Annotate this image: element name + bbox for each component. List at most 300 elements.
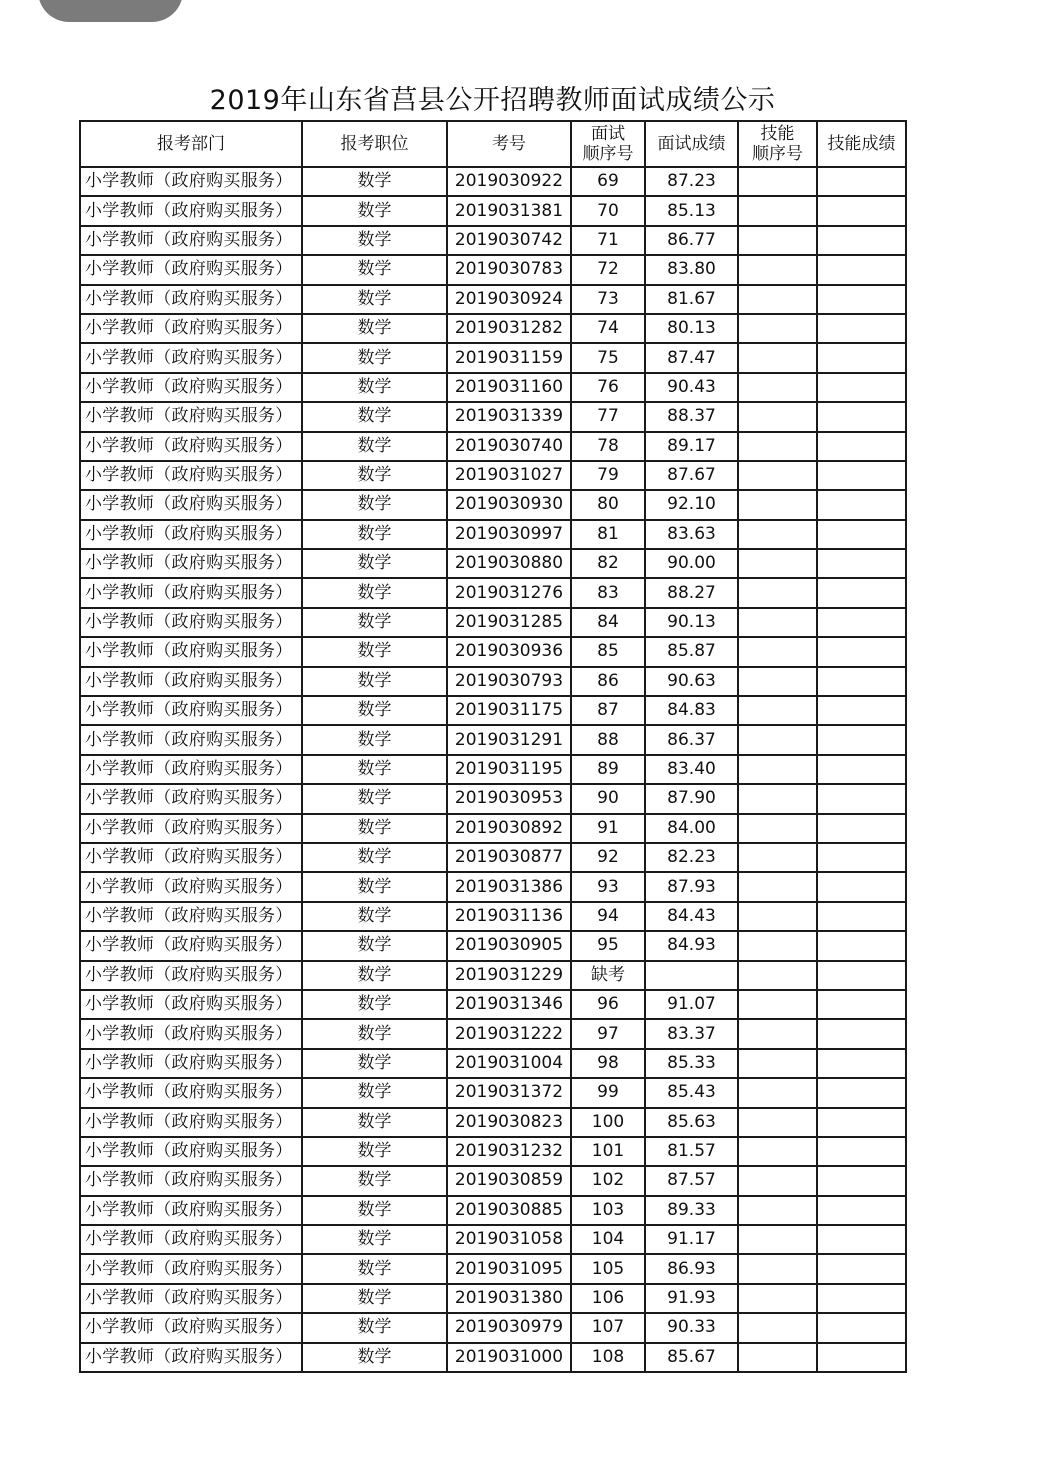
cell-position: 数学	[302, 1019, 447, 1048]
cell-exam-no: 2019030997	[447, 520, 571, 549]
cell-interview-score: 84.83	[645, 696, 738, 725]
cell-interview-order: 87	[571, 696, 645, 725]
cell-interview-order: 105	[571, 1254, 645, 1283]
table-row	[80, 843, 906, 872]
cell-exam-no: 2019031381	[447, 196, 571, 225]
cell-interview-order: 80	[571, 490, 645, 519]
header-exam-no: 考号	[447, 121, 571, 167]
cell-dept: 小学教师（政府购买服务）	[80, 1108, 302, 1137]
cell-position: 数学	[302, 432, 447, 461]
cell-skill-order	[738, 990, 817, 1019]
cell-skill-score	[817, 1343, 906, 1372]
cell-skill-score	[817, 1078, 906, 1107]
cell-dept: 小学教师（政府购买服务）	[80, 637, 302, 666]
cell-skill-order	[738, 432, 817, 461]
header-skill-order-line2: 顺序号	[752, 144, 803, 164]
cell-interview-order: 91	[571, 814, 645, 843]
table-row	[80, 696, 906, 725]
cell-exam-no: 2019030783	[447, 255, 571, 284]
table-row	[80, 1166, 906, 1195]
table-row	[80, 285, 906, 314]
cell-skill-score	[817, 343, 906, 372]
header-skill-score: 技能成绩	[817, 121, 906, 167]
header-interview-score: 面试成绩	[645, 121, 738, 167]
cell-interview-order: 84	[571, 608, 645, 637]
table-row	[80, 1313, 906, 1342]
cell-skill-order	[738, 1166, 817, 1195]
cell-exam-no: 2019030742	[447, 226, 571, 255]
table-row	[80, 520, 906, 549]
header-interview-order	[571, 121, 645, 167]
cell-position: 数学	[302, 226, 447, 255]
cell-exam-no: 2019030905	[447, 931, 571, 960]
cell-position: 数学	[302, 402, 447, 431]
cell-skill-order	[738, 1254, 817, 1283]
cell-position: 数学	[302, 1166, 447, 1195]
cell-interview-score: 88.27	[645, 578, 738, 607]
cell-skill-score	[817, 167, 906, 196]
cell-interview-order: 101	[571, 1137, 645, 1166]
cell-position: 数学	[302, 520, 447, 549]
cell-skill-order	[738, 549, 817, 578]
cell-dept: 小学教师（政府购买服务）	[80, 1137, 302, 1166]
cell-skill-order	[738, 1078, 817, 1107]
table-row	[80, 1196, 906, 1225]
cell-exam-no: 2019031222	[447, 1019, 571, 1048]
cell-skill-score	[817, 637, 906, 666]
cell-position: 数学	[302, 961, 447, 990]
cell-dept: 小学教师（政府购买服务）	[80, 520, 302, 549]
cell-skill-score	[817, 931, 906, 960]
cell-dept: 小学教师（政府购买服务）	[80, 490, 302, 519]
cell-interview-score: 90.13	[645, 608, 738, 637]
cell-skill-score	[817, 608, 906, 637]
cell-skill-score	[817, 226, 906, 255]
cell-dept: 小学教师（政府购买服务）	[80, 373, 302, 402]
cell-interview-score: 80.13	[645, 314, 738, 343]
cell-dept: 小学教师（政府购买服务）	[80, 461, 302, 490]
cell-position: 数学	[302, 314, 447, 343]
cell-exam-no: 2019031380	[447, 1284, 571, 1313]
cell-skill-order	[738, 520, 817, 549]
cell-interview-score: 90.43	[645, 373, 738, 402]
cell-exam-no: 2019031285	[447, 608, 571, 637]
cell-position: 数学	[302, 725, 447, 754]
cell-exam-no: 2019030885	[447, 1196, 571, 1225]
cell-dept: 小学教师（政府购买服务）	[80, 784, 302, 813]
cell-interview-score: 91.07	[645, 990, 738, 1019]
cell-position: 数学	[302, 196, 447, 225]
table-row	[80, 990, 906, 1019]
cell-skill-order	[738, 226, 817, 255]
table-row	[80, 490, 906, 519]
table-row	[80, 196, 906, 225]
cell-interview-order: 94	[571, 902, 645, 931]
cell-skill-order	[738, 725, 817, 754]
cell-dept: 小学教师（政府购买服务）	[80, 1049, 302, 1078]
cell-exam-no: 2019030922	[447, 167, 571, 196]
cell-skill-score	[817, 549, 906, 578]
cell-interview-score: 85.63	[645, 1108, 738, 1137]
cell-skill-score	[817, 784, 906, 813]
cell-skill-score	[817, 961, 906, 990]
cell-interview-score: 83.37	[645, 1019, 738, 1048]
cell-skill-order	[738, 1049, 817, 1078]
cell-position: 数学	[302, 1078, 447, 1107]
cell-position: 数学	[302, 814, 447, 843]
header-skill-order-line1: 技能	[760, 124, 795, 144]
cell-interview-order: 77	[571, 402, 645, 431]
cell-exam-no: 2019030930	[447, 490, 571, 519]
cell-exam-no: 2019030953	[447, 784, 571, 813]
cell-skill-order	[738, 1137, 817, 1166]
cell-interview-order: 104	[571, 1225, 645, 1254]
cell-position: 数学	[302, 285, 447, 314]
cell-exam-no: 2019030793	[447, 667, 571, 696]
cell-dept: 小学教师（政府购买服务）	[80, 402, 302, 431]
cell-exam-no: 2019031339	[447, 402, 571, 431]
cell-interview-score: 83.80	[645, 255, 738, 284]
cell-skill-score	[817, 373, 906, 402]
cell-dept: 小学教师（政府购买服务）	[80, 755, 302, 784]
page-title: 2019年山东省莒县公开招聘教师面试成绩公示	[209, 85, 776, 116]
cell-interview-score: 89.33	[645, 1196, 738, 1225]
cell-skill-order	[738, 167, 817, 196]
cell-skill-score	[817, 520, 906, 549]
cell-dept: 小学教师（政府购买服务）	[80, 667, 302, 696]
cell-dept: 小学教师（政府购买服务）	[80, 285, 302, 314]
cell-skill-score	[817, 578, 906, 607]
cell-dept: 小学教师（政府购买服务）	[80, 872, 302, 901]
cell-skill-order	[738, 490, 817, 519]
cell-skill-score	[817, 1108, 906, 1137]
cell-interview-score: 84.93	[645, 931, 738, 960]
cell-position: 数学	[302, 1313, 447, 1342]
cell-skill-order	[738, 608, 817, 637]
cell-interview-score: 91.17	[645, 1225, 738, 1254]
cell-position: 数学	[302, 755, 447, 784]
cell-dept: 小学教师（政府购买服务）	[80, 696, 302, 725]
cell-skill-score	[817, 461, 906, 490]
cell-skill-score	[817, 402, 906, 431]
cell-skill-score	[817, 725, 906, 754]
cell-interview-order: 106	[571, 1284, 645, 1313]
table-row	[80, 961, 906, 990]
cell-interview-score: 92.10	[645, 490, 738, 519]
cell-interview-score: 87.23	[645, 167, 738, 196]
cell-position: 数学	[302, 872, 447, 901]
cell-exam-no: 2019030924	[447, 285, 571, 314]
table-row	[80, 1284, 906, 1313]
cell-interview-order: 107	[571, 1313, 645, 1342]
cell-dept: 小学教师（政府购买服务）	[80, 1343, 302, 1372]
cell-skill-order	[738, 285, 817, 314]
cell-interview-order: 88	[571, 725, 645, 754]
cell-interview-order: 100	[571, 1108, 645, 1137]
cell-skill-score	[817, 1049, 906, 1078]
cell-exam-no: 2019030979	[447, 1313, 571, 1342]
cell-position: 数学	[302, 784, 447, 813]
table-row	[80, 461, 906, 490]
cell-dept: 小学教师（政府购买服务）	[80, 902, 302, 931]
table-row	[80, 608, 906, 637]
cell-skill-score	[817, 1137, 906, 1166]
cell-skill-order	[738, 931, 817, 960]
cell-position: 数学	[302, 990, 447, 1019]
cell-interview-score: 87.47	[645, 343, 738, 372]
table-row	[80, 255, 906, 284]
cell-interview-order: 74	[571, 314, 645, 343]
cell-skill-score	[817, 872, 906, 901]
cell-interview-order: 76	[571, 373, 645, 402]
cell-interview-order: 69	[571, 167, 645, 196]
cell-interview-score: 89.17	[645, 432, 738, 461]
cell-skill-order	[738, 814, 817, 843]
cell-interview-order: 97	[571, 1019, 645, 1048]
cell-interview-order: 72	[571, 255, 645, 284]
cell-interview-score: 87.93	[645, 872, 738, 901]
header-interview-order-line2: 顺序号	[582, 144, 634, 164]
cell-interview-score: 84.43	[645, 902, 738, 931]
cell-skill-order	[738, 1019, 817, 1048]
table-row	[80, 549, 906, 578]
cell-interview-score: 85.33	[645, 1049, 738, 1078]
cell-exam-no: 2019030859	[447, 1166, 571, 1195]
cell-interview-order: 82	[571, 549, 645, 578]
cell-dept: 小学教师（政府购买服务）	[80, 167, 302, 196]
header-interview-order-line1: 面试	[591, 124, 625, 144]
cell-skill-order	[738, 637, 817, 666]
cell-interview-score: 87.57	[645, 1166, 738, 1195]
cell-exam-no: 2019031136	[447, 902, 571, 931]
cell-exam-no: 2019031160	[447, 373, 571, 402]
table-row	[80, 1108, 906, 1137]
cell-interview-score: 85.87	[645, 637, 738, 666]
table-row	[80, 1343, 906, 1372]
cell-skill-score	[817, 1166, 906, 1195]
cell-interview-order: 73	[571, 285, 645, 314]
cell-skill-order	[738, 843, 817, 872]
cell-interview-order: 108	[571, 1343, 645, 1372]
table-row	[80, 578, 906, 607]
cell-interview-score: 81.57	[645, 1137, 738, 1166]
table-row	[80, 755, 906, 784]
cell-skill-order	[738, 1284, 817, 1313]
table-header-row	[80, 121, 906, 167]
cell-interview-order: 85	[571, 637, 645, 666]
cell-dept: 小学教师（政府购买服务）	[80, 343, 302, 372]
table-row	[80, 902, 906, 931]
cell-exam-no: 2019030823	[447, 1108, 571, 1137]
cell-dept: 小学教师（政府购买服务）	[80, 432, 302, 461]
cell-interview-score: 90.00	[645, 549, 738, 578]
cell-interview-score: 84.00	[645, 814, 738, 843]
cell-exam-no: 2019031004	[447, 1049, 571, 1078]
table-row	[80, 1225, 906, 1254]
table-row	[80, 931, 906, 960]
cell-dept: 小学教师（政府购买服务）	[80, 1284, 302, 1313]
cell-interview-order: 70	[571, 196, 645, 225]
cell-dept: 小学教师（政府购买服务）	[80, 1254, 302, 1283]
table-row	[80, 814, 906, 843]
cell-interview-order: 98	[571, 1049, 645, 1078]
cell-interview-order: 75	[571, 343, 645, 372]
cell-skill-score	[817, 314, 906, 343]
cell-skill-order	[738, 461, 817, 490]
cell-interview-order: 103	[571, 1196, 645, 1225]
cell-exam-no: 2019031232	[447, 1137, 571, 1166]
cell-exam-no: 2019031276	[447, 578, 571, 607]
cell-dept: 小学教师（政府购买服务）	[80, 549, 302, 578]
table-row	[80, 1019, 906, 1048]
cell-dept: 小学教师（政府购买服务）	[80, 725, 302, 754]
cell-position: 数学	[302, 578, 447, 607]
cell-exam-no: 2019031386	[447, 872, 571, 901]
cell-exam-no: 2019031095	[447, 1254, 571, 1283]
cell-position: 数学	[302, 343, 447, 372]
cell-dept: 小学教师（政府购买服务）	[80, 314, 302, 343]
table-row	[80, 314, 906, 343]
cell-skill-order	[738, 872, 817, 901]
cell-interview-score: 90.63	[645, 667, 738, 696]
cell-skill-order	[738, 667, 817, 696]
cell-exam-no: 2019030892	[447, 814, 571, 843]
cell-exam-no: 2019031229	[447, 961, 571, 990]
cell-dept: 小学教师（政府购买服务）	[80, 226, 302, 255]
cell-interview-score: 81.67	[645, 285, 738, 314]
header-position: 报考职位	[302, 121, 447, 167]
cell-skill-score	[817, 902, 906, 931]
cell-skill-score	[817, 1313, 906, 1342]
cell-dept: 小学教师（政府购买服务）	[80, 608, 302, 637]
cell-interview-order: 99	[571, 1078, 645, 1107]
cell-interview-score: 90.33	[645, 1313, 738, 1342]
cell-skill-order	[738, 961, 817, 990]
cell-exam-no: 2019030880	[447, 549, 571, 578]
cell-skill-score	[817, 432, 906, 461]
cell-exam-no: 2019031372	[447, 1078, 571, 1107]
cell-interview-order: 79	[571, 461, 645, 490]
cell-exam-no: 2019030740	[447, 432, 571, 461]
cell-skill-score	[817, 843, 906, 872]
cell-dept: 小学教师（政府购买服务）	[80, 1225, 302, 1254]
cell-exam-no: 2019030877	[447, 843, 571, 872]
table-row	[80, 725, 906, 754]
cell-position: 数学	[302, 843, 447, 872]
cell-position: 数学	[302, 1137, 447, 1166]
table-row	[80, 1137, 906, 1166]
cell-position: 数学	[302, 931, 447, 960]
table-body	[80, 167, 906, 1372]
cell-dept: 小学教师（政府购买服务）	[80, 990, 302, 1019]
cell-skill-score	[817, 255, 906, 284]
cell-dept: 小学教师（政府购买服务）	[80, 255, 302, 284]
table-row	[80, 872, 906, 901]
cell-skill-order	[738, 784, 817, 813]
cell-interview-score: 85.67	[645, 1343, 738, 1372]
cell-exam-no: 2019031000	[447, 1343, 571, 1372]
cell-skill-order	[738, 1108, 817, 1137]
cell-interview-score: 86.77	[645, 226, 738, 255]
cell-position: 数学	[302, 902, 447, 931]
cell-skill-order	[738, 1343, 817, 1372]
cell-skill-score	[817, 1196, 906, 1225]
cell-interview-score	[645, 961, 738, 990]
cell-interview-score: 87.90	[645, 784, 738, 813]
cell-exam-no: 2019031282	[447, 314, 571, 343]
cell-interview-order: 89	[571, 755, 645, 784]
table-row	[80, 432, 906, 461]
cell-exam-no: 2019031195	[447, 755, 571, 784]
cell-position: 数学	[302, 1225, 447, 1254]
cell-dept: 小学教师（政府购买服务）	[80, 1196, 302, 1225]
cell-exam-no: 2019030936	[447, 637, 571, 666]
cell-interview-score: 85.13	[645, 196, 738, 225]
table-row	[80, 373, 906, 402]
cell-interview-order: 86	[571, 667, 645, 696]
cell-skill-order	[738, 578, 817, 607]
cell-position: 数学	[302, 1343, 447, 1372]
cell-position: 数学	[302, 1196, 447, 1225]
cell-skill-order	[738, 402, 817, 431]
cell-interview-order: 102	[571, 1166, 645, 1195]
cell-position: 数学	[302, 667, 447, 696]
cell-exam-no: 2019031058	[447, 1225, 571, 1254]
cell-interview-score: 85.43	[645, 1078, 738, 1107]
cell-skill-score	[817, 490, 906, 519]
cell-skill-order	[738, 196, 817, 225]
cell-position: 数学	[302, 608, 447, 637]
cell-interview-score: 91.93	[645, 1284, 738, 1313]
table-row	[80, 226, 906, 255]
cell-position: 数学	[302, 549, 447, 578]
table-row	[80, 784, 906, 813]
cell-position: 数学	[302, 1108, 447, 1137]
table-row	[80, 167, 906, 196]
cell-position: 数学	[302, 373, 447, 402]
cell-position: 数学	[302, 490, 447, 519]
table-row	[80, 637, 906, 666]
cell-interview-order: 71	[571, 226, 645, 255]
cell-interview-order: 93	[571, 872, 645, 901]
cell-skill-order	[738, 314, 817, 343]
cell-skill-score	[817, 755, 906, 784]
cell-skill-score	[817, 1019, 906, 1048]
cell-skill-score	[817, 1254, 906, 1283]
header-skill-order	[738, 121, 817, 167]
cell-skill-order	[738, 755, 817, 784]
cell-position: 数学	[302, 1254, 447, 1283]
cell-dept: 小学教师（政府购买服务）	[80, 814, 302, 843]
cell-position: 数学	[302, 255, 447, 284]
cell-position: 数学	[302, 461, 447, 490]
cell-interview-order: 90	[571, 784, 645, 813]
cell-interview-score: 83.63	[645, 520, 738, 549]
cell-interview-order: 96	[571, 990, 645, 1019]
cell-skill-order	[738, 1196, 817, 1225]
cell-dept: 小学教师（政府购买服务）	[80, 196, 302, 225]
cell-interview-order: 92	[571, 843, 645, 872]
cell-skill-order	[738, 696, 817, 725]
cell-interview-score: 82.23	[645, 843, 738, 872]
cell-dept: 小学教师（政府购买服务）	[80, 578, 302, 607]
table-row	[80, 343, 906, 372]
cell-position: 数学	[302, 637, 447, 666]
cell-skill-score	[817, 814, 906, 843]
cell-skill-score	[817, 696, 906, 725]
cell-dept: 小学教师（政府购买服务）	[80, 1019, 302, 1048]
table-row	[80, 402, 906, 431]
